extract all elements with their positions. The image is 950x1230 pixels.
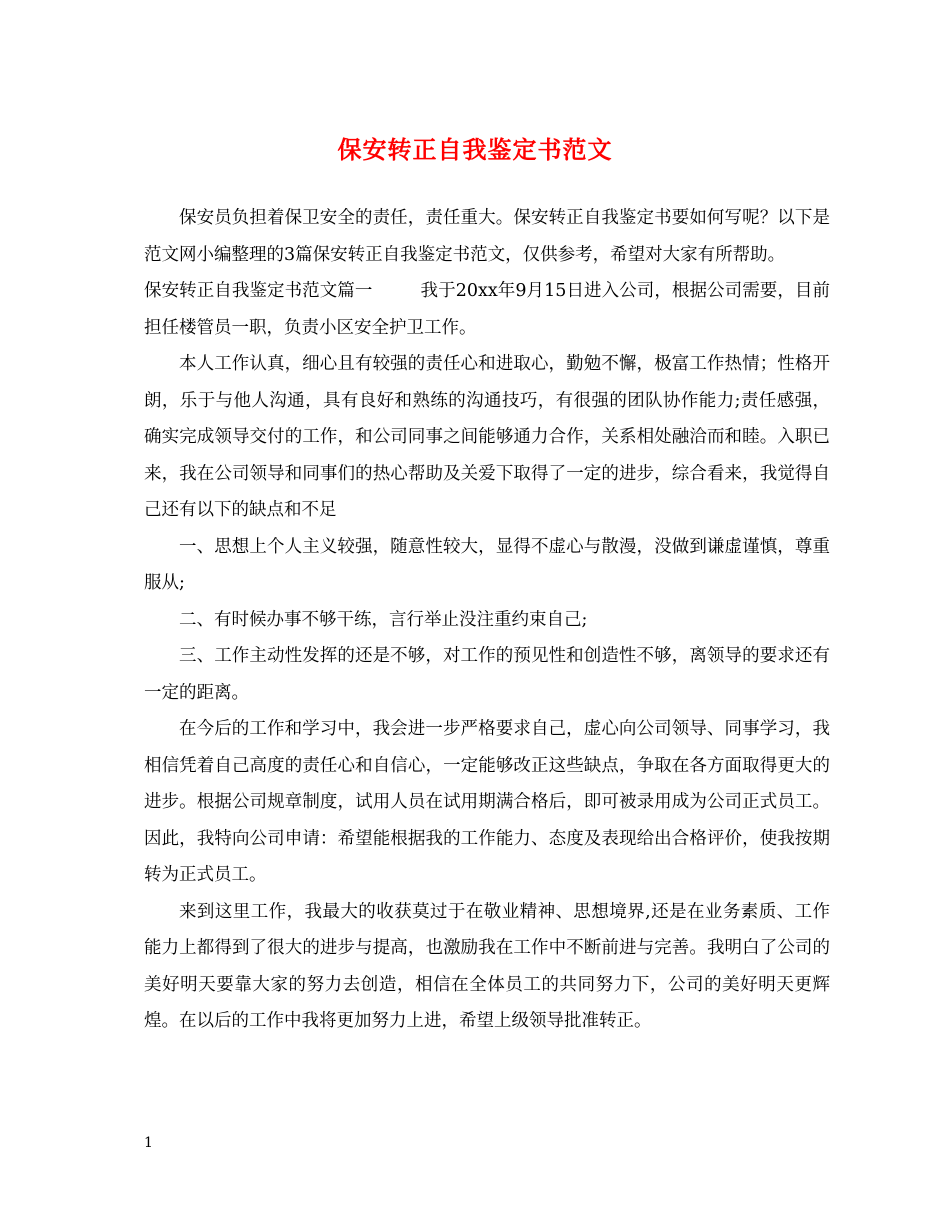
body-paragraph: 二、有时候办事不够干练，言行举止没注重约束自己; [179,609,588,630]
document-body [144,200,830,1040]
body-paragraph: 三、工作主动性发挥的还是不够，对工作的预见性和创造性不够，离领导的要求还有一定的距离。 [144,646,830,703]
body-paragraph: 本人工作认真，细心且有较强的责任心和进取心，勤勉不懈，极富工作热情；性格开朗，乐于与他人沟通，具有良好和熟练的沟通技巧，有很强的团队协作能力;责任感强，确实完成领导交付的工作，和公司同事之间能够通力合作，关系相处融洽而和睦。入职已来，我在公司领导和同事们的热心帮助及关爱下取得了一定的进步，综合看来，我觉得自己还有以下的缺点和不足 [144,354,830,520]
page-number: 1 [144,1135,153,1151]
section-first-text: 我于20xx年9月15日进入公司，根据公司需要，目前担任楼管员一职，负责小区安全护卫工作。 [144,281,830,338]
section-paragraph [144,273,830,346]
intro-paragraph: 保安员负担着保卫安全的责任，责任重大。保安转正自我鉴定书要如何写呢？以下是范文网小编整理的3篇保安转正自我鉴定书范文，仅供参考，希望对大家有所帮助。 [144,208,830,265]
body-paragraph: 来到这里工作，我最大的收获莫过于在敬业精神、思想境界,还是在业务素质、工作能力上都得到了很大的进步与提高，也激励我在工作中不断前进与完善。我明白了公司的美好明天要靠大家的努力去创造，相信在全体员工的共同努力下，公司的美好明天更辉煌。在以后的工作中我将更加努力上进，希望上级领导批准转正。 [144,901,830,1031]
body-paragraph: 在今后的工作和学习中，我会进一步严格要求自己，虚心向公司领导、同事学习，我相信凭着自己高度的责任心和自信心，一定能够改正这些缺点，争取在各方面取得更大的进步。根据公司规章制度，试用人员在试用期满合格后，即可被录用成为公司正式员工。因此，我特向公司申请：希望能根据我的工作能力、态度及表现给出合格评价，使我按期转为正式员工。 [144,719,830,885]
body-paragraph: 一、思想上个人主义较强，随意性较大，显得不虚心与散漫，没做到谦虚谨慎，尊重服从; [144,536,830,593]
document-title: 保安转正自我鉴定书范文 [337,135,613,164]
section-heading: 保安转正自我鉴定书范文篇一 [144,281,373,301]
